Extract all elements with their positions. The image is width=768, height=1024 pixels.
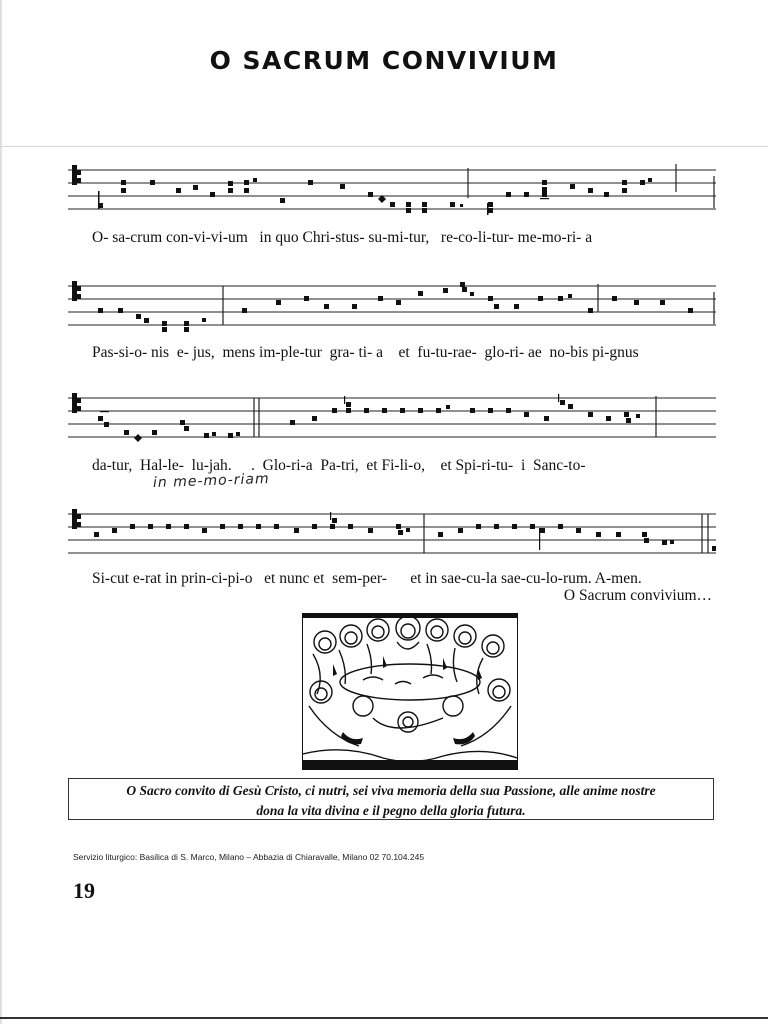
scan-edge	[0, 0, 2, 1024]
translation-line-2: dona la vita divina e il pegno della gloria futura.	[256, 803, 526, 818]
footer-credits: Servizio liturgico: Basilica di S. Marco, Milano – Abbazia di Chiaravalle, Milano 02 70.104.245	[73, 852, 425, 862]
lyrics-line-1: O- sa-crum con-vi-vi-um in quo Chri-stus- su-mi-tur, re-co-li-tur- me-mo-ri- a	[92, 229, 593, 246]
bottom-divider	[0, 1017, 768, 1019]
top-divider	[0, 146, 768, 147]
translation-line-1: O Sacro convito di Gesù Cristo, ci nutri, sei viva memoria della sua Passione, alle anime nostre	[126, 783, 656, 798]
lyrics-line-2: Pas-si-o- nis e- jus, mens im-ple-tur gra- ti- a et fu-tu-rae- glo-ri- ae no-bis pi-gnus	[92, 344, 639, 361]
chant-staff-4	[68, 506, 716, 566]
lyrics-line-4: Si-cut e-rat in prin-ci-pi-o et nunc et sem-per- et in sae-cu-la sae-cu-lo-rum. A-men.	[92, 570, 642, 587]
chant-staff-1	[68, 162, 716, 222]
refrain-cue: O Sacrum convivium…	[563, 587, 712, 604]
handwritten-annotation: in me-mo-riam	[152, 470, 270, 492]
page-title: O SACRUM CONVIVIUM	[209, 46, 559, 75]
last-supper-woodcut	[302, 613, 518, 770]
chant-staff-2	[68, 278, 716, 338]
page-number: 19	[73, 878, 95, 903]
italian-translation-box	[68, 778, 714, 820]
chant-staff-3	[68, 390, 716, 450]
lyrics-line-3: da-tur, Hal-le- lu-jah. . Glo-ri-a Pa-tri, et Fi-li-o, et Spi-ri-tu- i Sanc-to-	[92, 457, 586, 474]
